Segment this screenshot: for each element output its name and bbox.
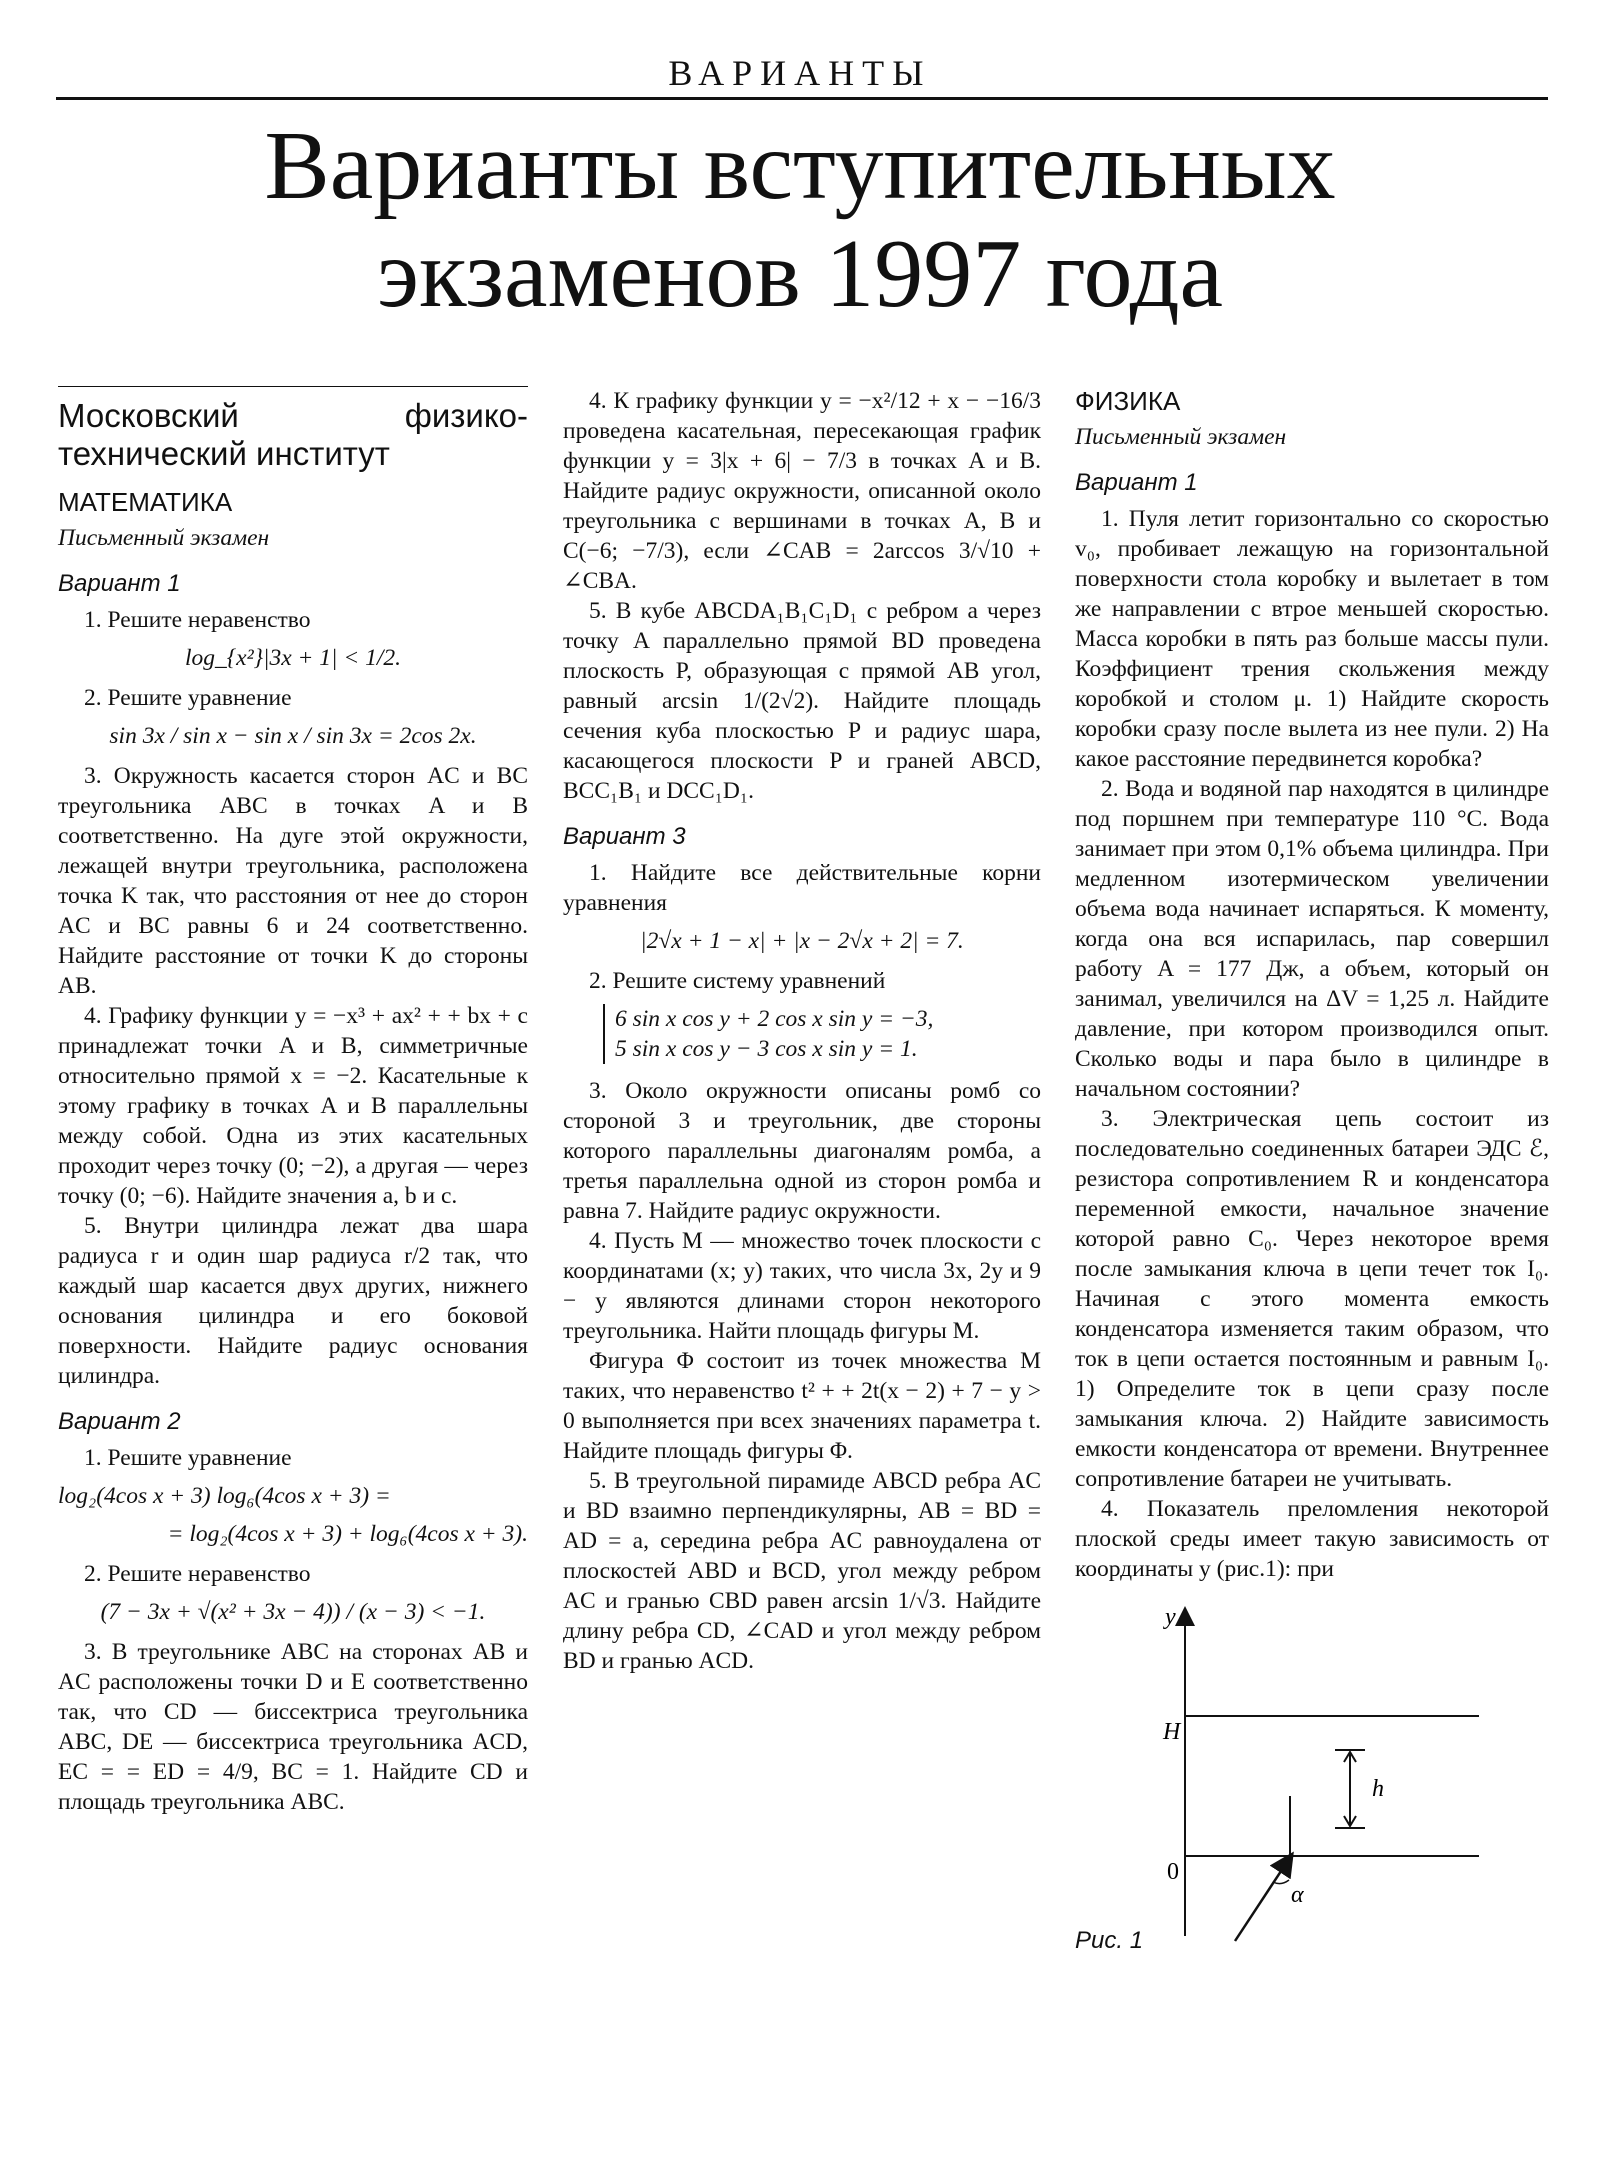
subject-heading: МАТЕМАТИКА [58, 487, 233, 517]
title-line-2: экзаменов 1997 года [376, 220, 1224, 328]
column-2 [563, 386, 1041, 1676]
formula: 6 sin x cos y + 2 cos x sin y = −3, [615, 1006, 934, 1032]
problem: 5. В кубе ABCDA₁B₁C₁D₁ с ребром a через точку A параллельно прямой BD проведена плоскость P, образующая с прямой AB угол, равный arcsin 1/(2√2). Найдите площадь сечения куба плоскостью P и радиус шара, касающегося плоскости P и граней ABCD, BCC₁B₁ и DCC₁D₁. [563, 598, 1041, 804]
formula: (7 − 3x + √(x² + 3x − 4)) / (x − 3) < −1. [100, 1599, 486, 1625]
figure-diagram [1075, 1596, 1549, 1956]
formula: 5 sin x cos y − 3 cos x sin y = 1. [615, 1036, 918, 1062]
y-label: y [1165, 1604, 1176, 1630]
title-line-1: Варианты вступительных [264, 112, 1336, 220]
problem: 4. Графику функции y = −x³ + ax² + + bx + c принадлежат точки A и B, симметричные относительно прямой x = −2. Касательные к этому графику в точках A и B параллельны между собой. Одна из этих касательных проходит через точку (0; −2), а другая — через точку (0; −6). Найдите значения a, b и c. [58, 1003, 528, 1209]
h-label: h [1372, 1776, 1384, 1802]
problem: 3. Электрическая цепь состоит из последовательно соединенных батареи ЭДС ℰ, резистора сопротивлением R и конденсатора переменной емкости, начальное значение которой равно C₀. Через некоторое время после замыкания ключа в цепи течет ток I₀. Начиная с этого момента емкость конденсатора изменяется таким образом, что ток в цепи остается постоянным и равным I₀. 1) Определите ток в цепи сразу после замыкания ключа. 2) Найдите зависимость емкости конденсатора от времени. Внутреннее сопротивление батареи не учитывать. [1075, 1106, 1549, 1492]
problem: 1. Пуля летит горизонтально со скоростью v₀, пробивает лежащую на горизонтальной поверхности стола коробку и вылетает в том же направлении с втрое меньшей скоростью. Масса коробки в пять раз больше массы пули. Коэффициент трения скольжения между коробкой и столом μ. 1) Найдите скорость коробки сразу после вылета из нее пули. 2) На какое расстояние передвинется коробка? [1075, 506, 1549, 772]
formula: sin 3x / sin x − sin x / sin 3x = 2cos 2x. [109, 723, 477, 749]
problem: 3. В треугольнике ABC на сторонах AB и AC расположены точки D и E соответственно так, что CD — биссектриса треугольника ABC, DE — биссектриса треугольника ACD, EC = = ED = 4/9, BC = 1. Найдите CD и площадь треугольника ABC. [58, 1639, 528, 1815]
page-title [0, 112, 1600, 328]
problem: 2. Вода и водяной пар находятся в цилиндре под поршнем при температуре 110 °C. Вода занимает при этом 0,1% объема цилиндра. При медленном изотермическом увеличении объема вода начинает испаряться. К моменту, когда она вся испарилась, пар совершил работу A = 177 Дж, а объем, который он занимал, увеличился на ΔV = 1,25 л. Найдите давление, при котором производился опыт. Сколько воды и пара было в цилиндре в начальном состоянии? [1075, 776, 1549, 1102]
problem: 5. В треугольной пирамиде ABCD ребра AC и BD взаимно перпендикулярны, AB = BD = AD = a, середина ребра AC равноудалена от плоскостей ABD и BCD, угол между ребром AC и гранью CBD равен arcsin 1/√3. Найдите длину ребра CD, ∠CAD и угол между ребром BD и гранью ACD. [563, 1468, 1041, 1674]
problem: 2. Решите неравенство [84, 1561, 311, 1587]
formula: = log₂(4cos x + 3) + log₆(4cos x + 3). [167, 1521, 528, 1547]
problem: 4. Показатель преломления некоторой плоской среды имеет такую зависимость от координаты y (рис.1): при [1075, 1496, 1549, 1582]
problem: 3. Окружность касается сторон AC и BC треугольника ABC в точках A и B соответственно. На дуге этой окружности, лежащей внутри треугольника, расположена точка K так, что расстояния от нее до сторон AC и BC равны 6 и 24 соответственно. Найдите расстояние от точки K до стороны AB. [58, 763, 528, 999]
ray-arrow [1235, 1862, 1287, 1941]
running-head: ВАРИАНТЫ [668, 53, 932, 93]
variant-heading: Вариант 2 [58, 1408, 181, 1435]
figure-caption: Рис. 1 [1075, 1927, 1144, 1954]
formula: log_{x²}|3x + 1| < 1/2. [184, 645, 402, 671]
problem: 4. К графику функции y = −x²/12 + x − −16/3 проведена касательная, пересекающая график функции y = 3|x + 6| − 7/3 в точках A и B. Найдите радиус окружности, описанной около треугольника с вершинами в точках A, B и C(−6; −7/3), если ∠CAB = 2arccos 3/√10 + ∠CBA. [563, 388, 1041, 594]
problem: 5. Внутри цилиндра лежат два шара радиуса r и один шар радиуса r/2 так, что каждый шар касается двух других, нижнего основания цилиндра и его боковой поверхности. Найдите радиус основания цилиндра. [58, 1213, 528, 1389]
variant-heading: Вариант 1 [58, 570, 181, 597]
zero-label: 0 [1167, 1859, 1179, 1885]
problem: 2. Решите систему уравнений [589, 968, 886, 994]
institute-heading: Московский физико-технический институт [58, 386, 528, 473]
H-label: H [1163, 1719, 1181, 1745]
header-rule [56, 97, 1548, 100]
alpha-label: α [1291, 1882, 1304, 1908]
variant-heading: Вариант 3 [563, 823, 686, 850]
problem: 1. Решите уравнение [84, 1445, 292, 1471]
column-3 [1075, 386, 1549, 1996]
equation-system [603, 1004, 1041, 1064]
problem: 2. Решите уравнение [84, 685, 292, 711]
variant-heading: Вариант 1 [1075, 469, 1198, 496]
problem: 1. Найдите все действительные корни уравнения [563, 860, 1041, 916]
subject-heading: ФИЗИКА [1075, 386, 1181, 416]
figure-1 [1075, 1596, 1549, 1996]
column-1 [58, 386, 528, 1817]
formula: |2√x + 1 − x| + |x − 2√x + 2| = 7. [640, 928, 964, 954]
problem: Фигура Φ состоит из точек множества M таких, что неравенство t² + + 2t(x − 2) + 7 − y > 0 выполняется при всех значениях параметра t. Найдите площадь фигуры Φ. [563, 1348, 1041, 1464]
formula: log₂(4cos x + 3) log₆(4cos x + 3) = [58, 1483, 391, 1509]
exam-type: Письменный экзамен [1075, 424, 1287, 450]
problem: 3. Около окружности описаны ромб со стороной 3 и треугольник, две стороны которого параллельны диагоналям ромба, а третья параллельна одной из сторон ромба и равна 7. Найдите радиус окружности. [563, 1078, 1041, 1224]
problem: 4. Пусть M — множество точек плоскости с координатами (x; y) таких, что числа 3x, 2y и 9 − y являются длинами сторон некоторого треугольника. Найти площадь фигуры M. [563, 1228, 1041, 1344]
exam-type: Письменный экзамен [58, 525, 270, 551]
problem: 1. Решите неравенство [84, 607, 311, 633]
